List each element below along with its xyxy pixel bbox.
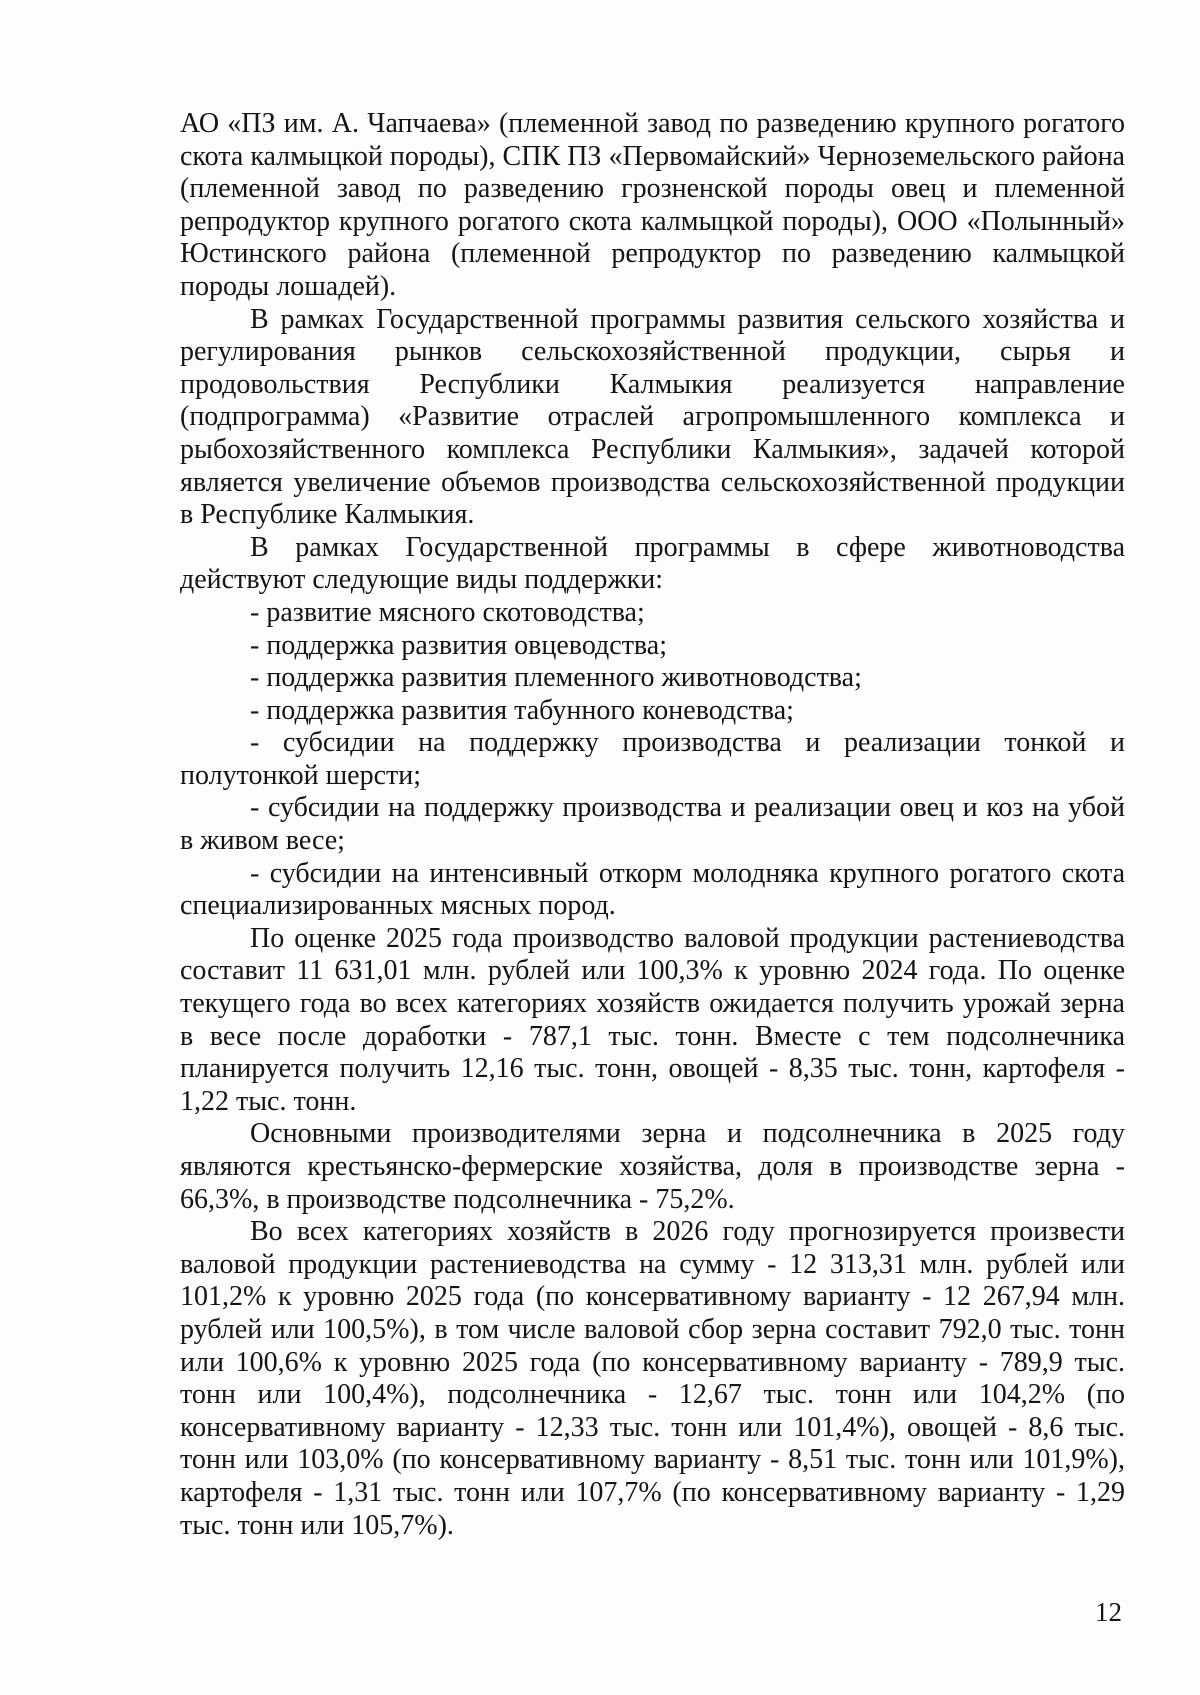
paragraph-main-producers: Основными производителями зерна и подсолнечника в 2025 году являются крестьянско-фермерские хозяйства, доля в производстве зерна - 66,3%, в производстве подсолнечника - 75,2%. — [180, 1118, 1125, 1215]
paragraph-state-program: В рамках Государственной программы развития сельского хозяйства и регулирования рынков сельскохозяйственной продукции, сырья и продовольствия Республики Калмыкия реализуется направление (подпрограмма) «Развитие отраслей агропромышленного комплекса и рыбохозяйственного комплекса Республики Калмыкия», задачей которой является увеличение объемов производства сельскохозяйственной продукции в Республике Калмыкия. — [180, 303, 1125, 531]
page-number: 12 — [1095, 1597, 1122, 1627]
paragraph-forecast-2026: Во всех категориях хозяйств в 2026 году прогнозируется произвести валовой продукции растениеводства на сумму - 12 313,31 млн. рублей или 101,2% к уровню 2025 года (по консервативному варианту - 12 267,94 млн. рублей или 100,5%), в том числе валовой сбор зерна составит 792,0 тыс. тонн или 100,6% к уровню 2025 года (по консервативному варианту - 789,9 тыс. тонн или 100,4%), подсолнечника - 12,67 тыс. тонн или 104,2% (по консервативному варианту - 12,33 тыс. тонн или 101,4%), овощей - 8,6 тыс. тонн или 103,0% (по консервативному варианту - 8,51 тыс. тонн или 101,9%), картофеля - 1,31 тыс. тонн или 107,7% (по консервативному варианту - 1,29 тыс. тонн или 105,7%). — [180, 1216, 1125, 1541]
list-item: - поддержка развития табунного коневодства; — [250, 694, 794, 726]
list-item: - субсидии на поддержку производства и реализации овец и коз на убой в живом весе; — [180, 792, 1125, 857]
paragraph-support-intro: В рамках Государственной программы в сфере животноводства действуют следующие виды поддержки: — [180, 531, 1125, 596]
list-item: - субсидии на поддержку производства и реализации тонкой и полутонкой шерсти; — [180, 727, 1125, 791]
document-body — [180, 108, 1125, 1542]
paragraph-breeding-farms: АО «ПЗ им. А. Чапчаева» (племенной завод по разведению крупного рогатого скота калмыцкой породы), СПК ПЗ «Первомайский» Черноземельского района (племенной завод по разведению грозненской породы овец и племенной репродуктор крупного рогатого скота калмыцкой породы), ООО «Полынный» Юстинского района (племенной репродуктор по разведению калмыцкой породы лошадей). — [180, 108, 1125, 302]
list-item: - поддержка развития племенного животноводства; — [250, 662, 862, 694]
list-item: - развитие мясного скотоводства; — [250, 596, 645, 628]
paragraph-crop-estimate-2025: По оценке 2025 года производство валовой продукции растениеводства составит 11 631,01 млн. рублей или 100,3% к уровню 2024 года. По оценке текущего года во всех категориях хозяйств ожидается получить урожай зерна в весе после доработки - 787,1 тыс. тонн. Вместе с тем подсолнечника планируется получить 12,16 тыс. тонн, овощей - 8,35 тыс. тонн, картофеля - 1,22 тыс. тонн. — [180, 922, 1125, 1117]
list-item: - поддержка развития овцеводства; — [250, 629, 667, 661]
list-item: - субсидии на интенсивный откорм молодняка крупного рогатого скота специализированных мясных пород. — [180, 857, 1125, 922]
